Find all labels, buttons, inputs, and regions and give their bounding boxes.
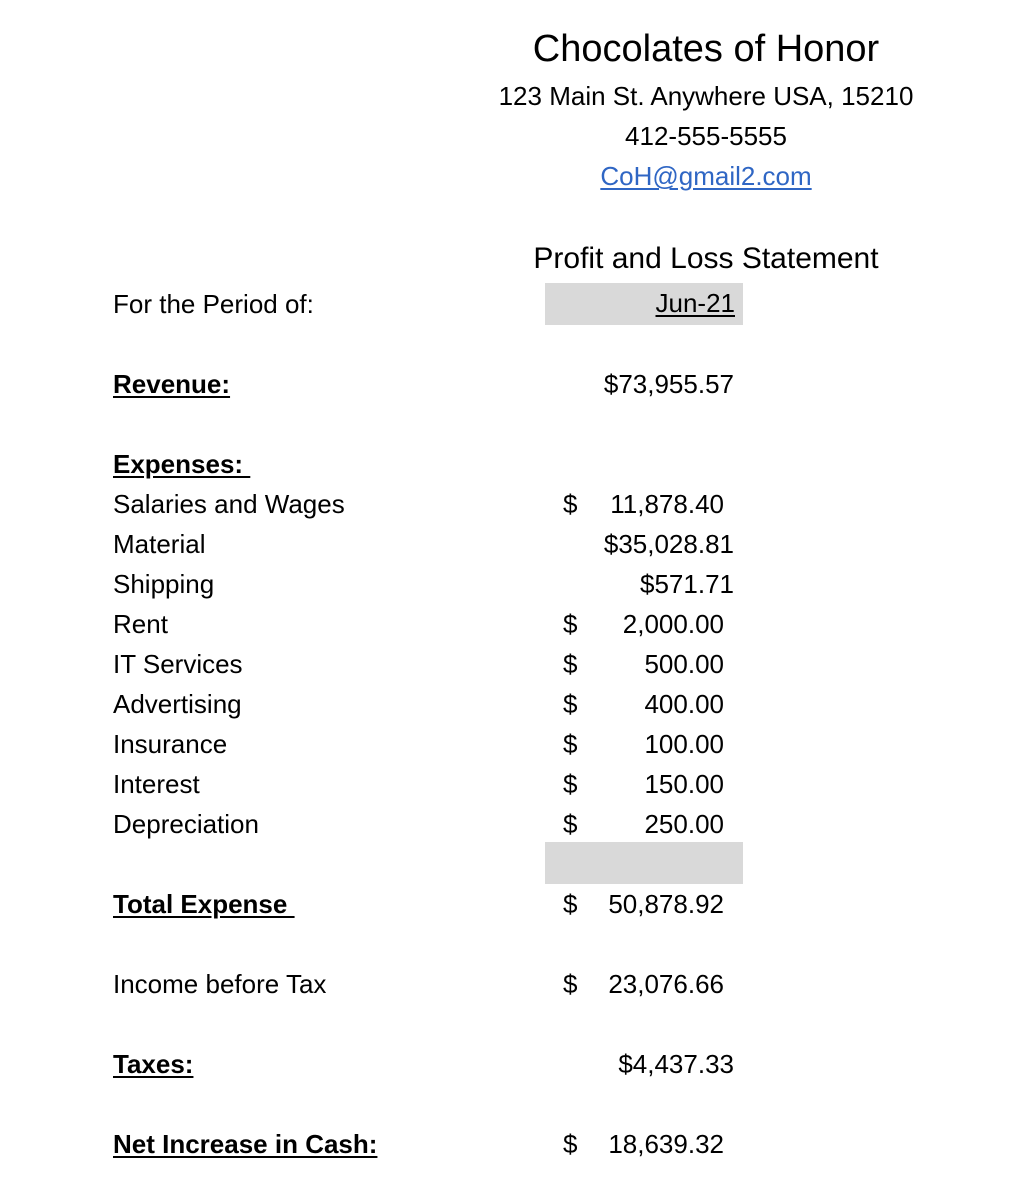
company-email-link[interactable]: CoH@gmail2.com xyxy=(600,161,812,191)
expense-amount-depreciation: 250.00 xyxy=(644,809,724,839)
revenue-label: Revenue: xyxy=(113,369,231,399)
company-name: Chocolates of Honor xyxy=(532,28,880,70)
total-expense-amount: 50,878.92 xyxy=(608,889,724,919)
statement-title: Profit and Loss Statement xyxy=(533,242,879,275)
expense-amount-it-services: 500.00 xyxy=(644,649,724,679)
expense-amount-salaries: 11,878.40 xyxy=(610,489,724,519)
expense-currency-insurance: $ xyxy=(563,729,578,759)
net-increase-currency: $ xyxy=(563,1129,578,1159)
expense-currency-interest: $ xyxy=(563,769,578,799)
expense-amount-advertising: 400.00 xyxy=(644,689,724,719)
expense-label-salaries: Salaries and Wages xyxy=(113,489,345,519)
expense-label-insurance: Insurance xyxy=(113,729,228,759)
expense-amount-shipping: $571.71 xyxy=(640,569,734,599)
expense-label-interest: Interest xyxy=(113,769,200,799)
expense-amount-material: $35,028.81 xyxy=(603,529,734,559)
blank-input-cell[interactable] xyxy=(545,842,743,884)
expenses-heading: Expenses: xyxy=(113,449,251,479)
expense-amount-insurance: 100.00 xyxy=(644,729,724,759)
total-expense-label: Total Expense xyxy=(113,889,295,919)
expense-currency-depreciation: $ xyxy=(563,809,578,839)
net-increase-amount: 18,639.32 xyxy=(608,1129,724,1159)
expense-label-shipping: Shipping xyxy=(113,569,215,599)
expense-amount-rent: 2,000.00 xyxy=(622,609,724,639)
period-cell[interactable] xyxy=(545,283,743,325)
period-value: Jun-21 xyxy=(655,288,735,318)
revenue-value: $73,955.57 xyxy=(603,369,734,399)
taxes-label: Taxes: xyxy=(113,1049,194,1079)
expense-currency-salaries: $ xyxy=(563,489,578,519)
company-email-container xyxy=(440,160,972,192)
expense-label-it-services: IT Services xyxy=(113,649,243,679)
expense-currency-advertising: $ xyxy=(563,689,578,719)
expense-label-material: Material xyxy=(113,529,206,559)
expense-label-rent: Rent xyxy=(113,609,168,639)
company-address: 123 Main St. Anywhere USA, 15210 xyxy=(498,81,914,111)
expense-currency-it-services: $ xyxy=(563,649,578,679)
taxes-value: $4,437.33 xyxy=(618,1049,734,1079)
income-before-tax-currency: $ xyxy=(563,969,578,999)
income-before-tax-label: Income before Tax xyxy=(113,969,327,999)
period-label: For the Period of: xyxy=(113,289,314,319)
total-expense-currency: $ xyxy=(563,889,578,919)
income-before-tax-amount: 23,076.66 xyxy=(608,969,724,999)
expense-currency-rent: $ xyxy=(563,609,578,639)
net-increase-label: Net Increase in Cash: xyxy=(113,1129,378,1159)
expense-label-advertising: Advertising xyxy=(113,689,242,719)
company-phone: 412-555-5555 xyxy=(625,121,787,151)
expense-label-depreciation: Depreciation xyxy=(113,809,259,839)
expense-amount-interest: 150.00 xyxy=(644,769,724,799)
